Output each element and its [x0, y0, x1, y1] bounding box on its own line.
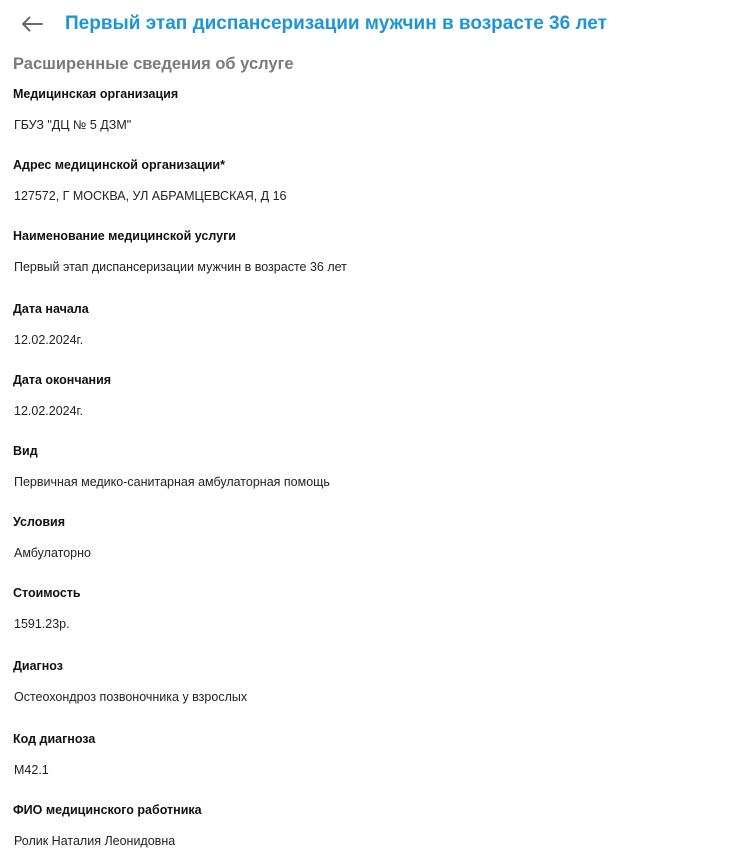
field-value: 1591.23р.	[14, 617, 70, 631]
field-label: Наименование медицинской услуги	[13, 229, 236, 243]
field-label: Стоимость	[13, 586, 81, 600]
field-label: Вид	[13, 444, 38, 458]
field-label: Медицинская организация	[13, 87, 179, 101]
field-service-name	[13, 228, 713, 275]
field-label: Условия	[13, 515, 66, 529]
field-label: ФИО медицинского работника	[13, 803, 202, 817]
field-value: Остеохондроз позвоночника у взрослых	[14, 690, 248, 704]
field-label: Дата окончания	[13, 373, 112, 387]
field-label: Адрес медицинской организации*	[13, 158, 225, 172]
field-value: Первичная медико-санитарная амбулаторная помощь	[14, 475, 330, 489]
field-value: 127572, Г МОСКВА, УЛ АБРАМЦЕВСКАЯ, Д 16	[14, 189, 287, 203]
back-button[interactable]	[18, 11, 46, 37]
field-medical-worker	[13, 802, 713, 849]
field-value: Первый этап диспансеризации мужчин в возрасте 36 лет	[14, 260, 347, 274]
field-diagnosis-code	[13, 731, 713, 778]
arrow-left-icon	[21, 16, 43, 32]
field-label: Дата начала	[13, 302, 89, 316]
field-value: 12.02.2024г.	[14, 333, 84, 347]
field-cost	[13, 585, 713, 632]
section-title: Расширенные сведения об услуге	[13, 55, 294, 73]
field-diagnosis	[13, 658, 713, 705]
field-value: Амбулаторно	[14, 546, 91, 560]
field-label: Диагноз	[13, 659, 63, 673]
field-conditions	[13, 514, 713, 561]
field-value: M42.1	[14, 763, 49, 777]
field-value: 12.02.2024г.	[14, 404, 84, 418]
page-title: Первый этап диспансеризации мужчин в возрасте 36 лет	[65, 13, 607, 34]
field-organization-address	[13, 157, 713, 204]
field-medical-organization	[13, 86, 713, 133]
field-start-date	[13, 301, 713, 348]
field-value: ГБУЗ "ДЦ № 5 ДЗМ"	[14, 118, 132, 132]
field-label: Код диагноза	[13, 732, 96, 746]
field-end-date	[13, 372, 713, 419]
page-header	[0, 0, 729, 50]
field-care-type	[13, 443, 713, 490]
field-value: Ролик Наталия Леонидовна	[14, 834, 176, 848]
